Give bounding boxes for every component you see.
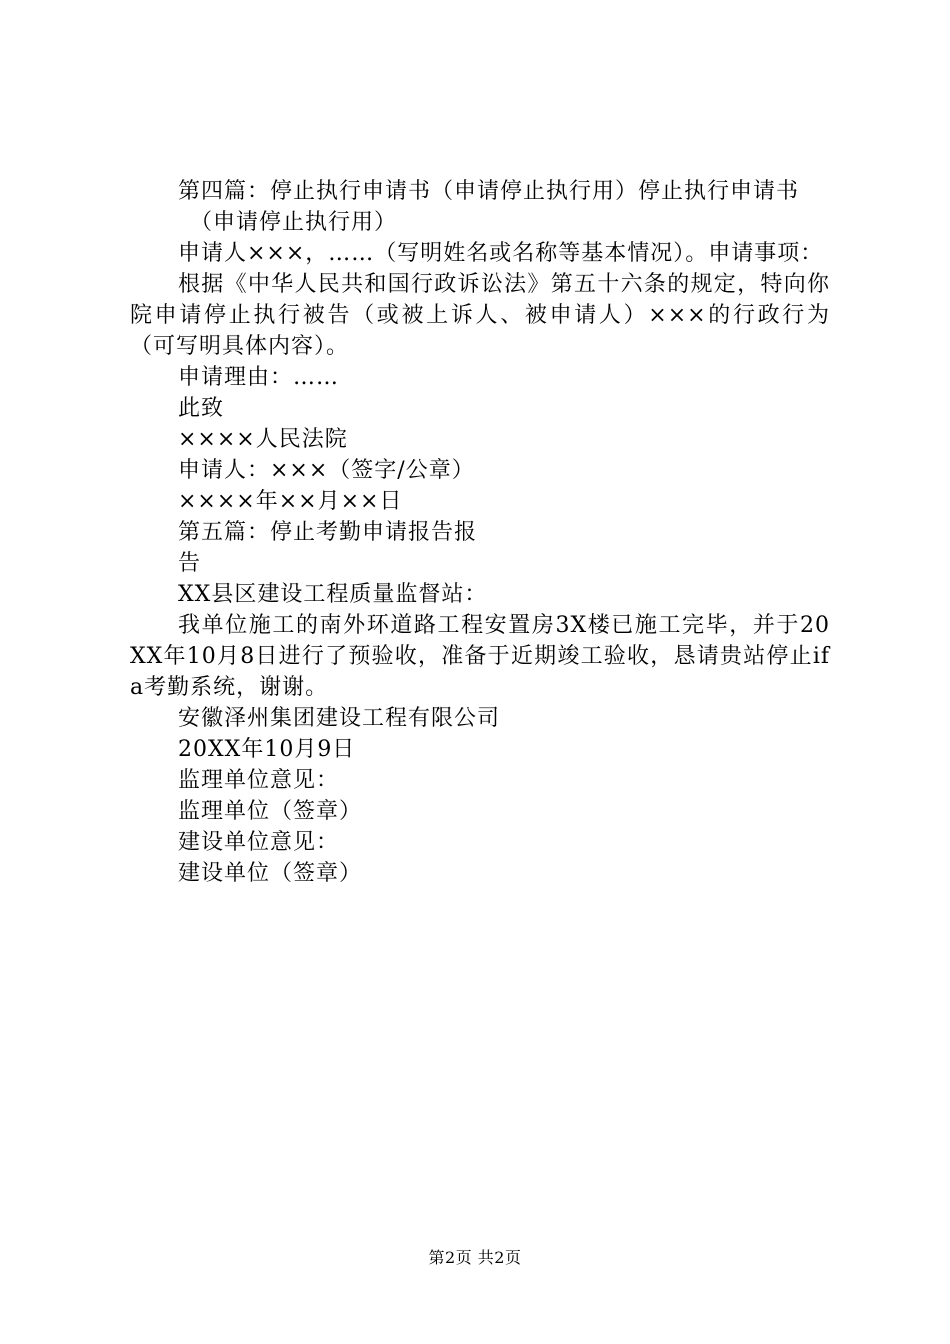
court-line: ××××人民法院: [178, 427, 348, 452]
signature-line: 申请人：×××（签字/公章）: [178, 458, 475, 483]
request-paragraph: 根据《中华人民共和国行政诉讼法》第五十六条的规定，特向你院申请停止执行被告（或被上诉人、被申请人）×××的行政行为（可写明具体内容）。: [130, 272, 830, 359]
builder-opinion-line: 建设单位意见：: [178, 830, 340, 855]
report-date-line: 20XX年10月9日: [178, 737, 356, 762]
reason-line: 申请理由：……: [178, 365, 340, 390]
report-body-paragraph: 我单位施工的南外环道路工程安置房3X楼已施工完毕，并于20XX年10月8日进行了预验收，准备于近期竣工验收，恳请贵站停止ifa考勤系统，谢谢。: [130, 613, 830, 700]
date-line: ××××年××月××日: [178, 489, 403, 514]
supervisor-seal-line: 监理单位（签章）: [178, 799, 363, 824]
heading-part-four: 第四篇：停止执行申请书（申请停止执行用）停止执行申请书: [178, 179, 800, 204]
subheading-paren: （申请停止执行用）: [190, 210, 398, 235]
salutation-line: 此致: [178, 396, 225, 421]
company-line: 安徽泽州集团建设工程有限公司: [178, 706, 501, 731]
page-footer: 第2页 共2页: [428, 1248, 522, 1267]
supervisor-opinion-line: 监理单位意见：: [178, 768, 340, 793]
addressee-line: XX县区建设工程质量监督站：: [178, 582, 488, 607]
heading-part-five-cont: 告: [178, 551, 202, 576]
applicant-paragraph: 申请人×××，……（写明姓名或名称等基本情况）。申请事项：: [178, 241, 824, 266]
heading-part-five: 第五篇：停止考勤申请报告报: [178, 520, 478, 545]
document-body: [130, 176, 830, 889]
builder-seal-line: 建设单位（签章）: [178, 861, 363, 886]
